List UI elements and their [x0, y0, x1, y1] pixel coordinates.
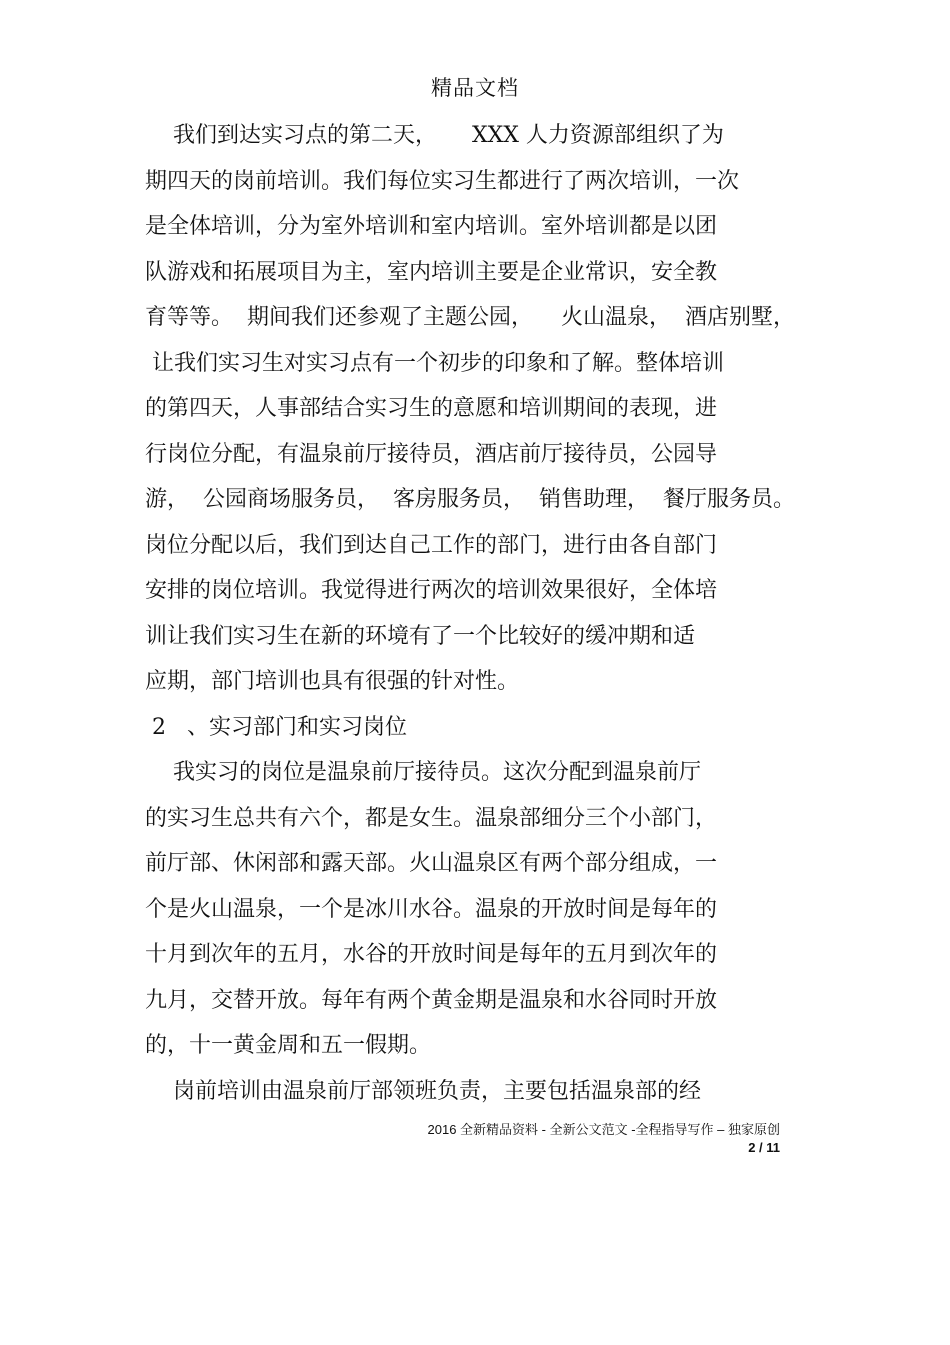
section-heading: 2 、实习部门和实习岗位 [145, 715, 407, 740]
footer-text: 2016 全新精品资料 - 全新公文范文 -全程指导写作 – 独家原创 [427, 1122, 780, 1137]
body-line-11: 安排的岗位培训。我觉得进行两次的培训效果很好，全体培 [145, 578, 718, 603]
body-line-3: 是全体培训，分为室外培训和室内培训。室外培训都是以团 [145, 214, 718, 239]
body-line-15: 我实习的岗位是温泉前厅接待员。这次分配到温泉前厅 [145, 760, 701, 785]
body-line-18: 个是火山温泉，一个是冰川水谷。温泉的开放时间是每年的 [145, 897, 718, 922]
page-number: 2 / 11 [748, 1140, 780, 1155]
body-line-9: 游， 公园商场服务员， 客房服务员， 销售助理， 餐厅服务员。 [145, 487, 795, 512]
body-line-22: 岗前培训由温泉前厅部领班负责，主要包括温泉部的经 [145, 1079, 701, 1104]
body-line-8: 行岗位分配，有温泉前厅接待员，酒店前厅接待员，公园导 [145, 442, 718, 467]
body-line-6: 让我们实习生对实习点有一个初步的印象和了解。整体培训 [145, 351, 724, 376]
page-header-title: 精品文档 [431, 76, 519, 100]
body-line-21: 的，十一黄金周和五一假期。 [145, 1033, 432, 1058]
body-line-20: 九月，交替开放。每年有两个黄金期是温泉和水谷同时开放 [145, 988, 718, 1013]
body-line-12: 训让我们实习生在新的环境有了一个比较好的缓冲期和适 [145, 624, 696, 649]
body-line-10: 岗位分配以后，我们到达自己工作的部门，进行由各自部门 [145, 533, 718, 558]
body-line-5: 育等等。 期间我们还参观了主题公园， 火山温泉， 酒店别墅， [145, 305, 795, 330]
body-line-2: 期四天的岗前培训。我们每位实习生都进行了两次培训，一次 [145, 169, 740, 194]
body-line-16: 的实习生总共有六个，都是女生。温泉部细分三个小部门， [145, 806, 718, 831]
body-line-13: 应期，部门培训也具有很强的针对性。 [145, 669, 520, 694]
page-footer [428, 1121, 780, 1157]
body-line-4: 队游戏和拓展项目为主，室内培训主要是企业常识，安全教 [145, 260, 718, 285]
body-line-1: 我们到达实习点的第二天， XXX 人力资源部组织了为 [145, 123, 724, 148]
body-line-19: 十月到次年的五月，水谷的开放时间是每年的五月到次年的 [145, 942, 718, 967]
body-line-7: 的第四天，人事部结合实习生的意愿和培训期间的表现，进 [145, 396, 718, 421]
body-line-17: 前厅部、休闲部和露天部。火山温泉区有两个部分组成，一 [145, 851, 718, 876]
